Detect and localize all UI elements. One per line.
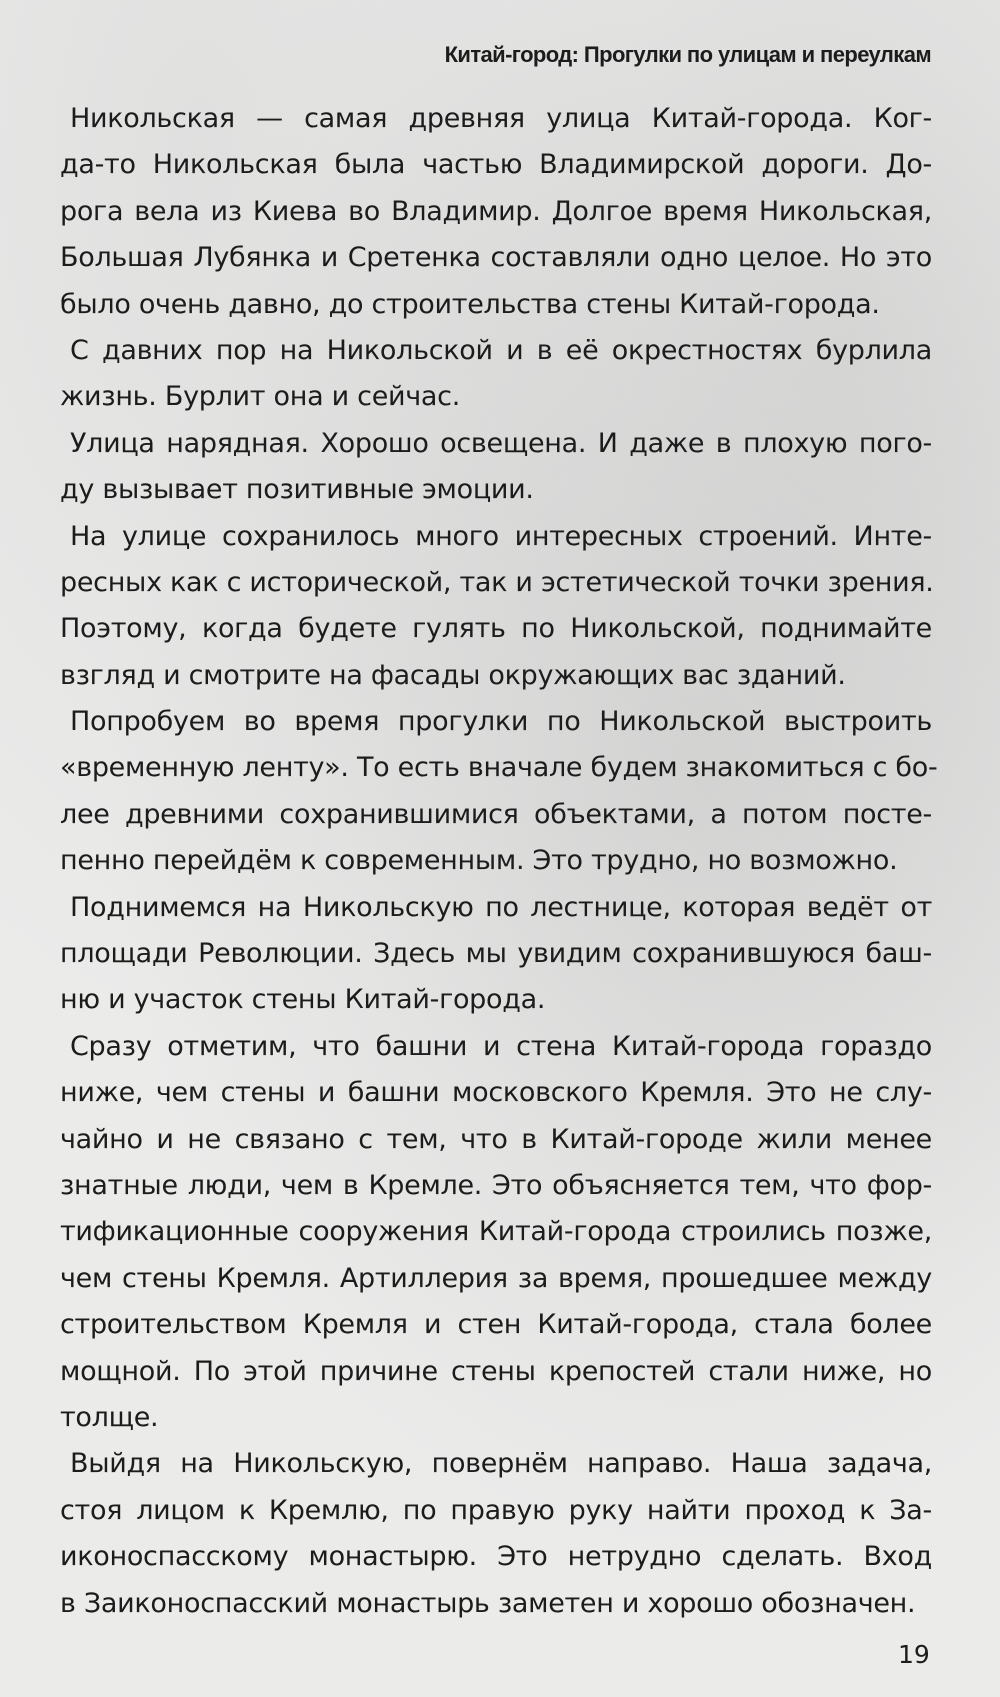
paragraph: [60, 1024, 932, 1442]
text-line: толще.: [60, 1401, 159, 1433]
text-line: чайно и не связано с тем, что в Китай-городе жили менее: [60, 1123, 932, 1155]
text-line: «временную ленту». То есть вначале будем знакомиться с бо-: [60, 752, 938, 784]
text-line: мощной. По этой причине стены крепостей стали ниже, но: [60, 1355, 932, 1387]
text-line: тификационные сооружения Китай-города строились позже,: [60, 1216, 932, 1248]
text-line: Выйдя на Никольскую, повернём направо. Наша задача,: [70, 1448, 932, 1480]
body-text: [60, 96, 938, 1627]
text-line: Сразу отметим, что башни и стена Китай-города гораздо: [70, 1030, 932, 1062]
paragraph: [60, 699, 938, 885]
text-line: ресных как с исторической, так и эстетической точки зрения.: [60, 566, 934, 598]
text-line: рога вела из Киева во Владимир. Долгое время Никольская,: [60, 195, 932, 227]
paragraph: [60, 96, 932, 328]
text-line: Никольская — самая древняя улица Китай-города. Ког-: [70, 103, 932, 134]
text-line: ду вызывает позитивные эмоции.: [60, 474, 534, 506]
text-line: Улица нарядная. Хорошо освещена. И даже в плохую пого-: [70, 427, 932, 459]
paragraph: [60, 1441, 932, 1627]
text-line: чем стены Кремля. Артиллерия за время, прошедшее между: [60, 1262, 932, 1294]
text-line: С давних пор на Никольской и в её окрестностях бурлила: [70, 334, 932, 366]
text-line: Поэтому, когда будете гулять по Никольской, поднимайте: [60, 613, 932, 645]
text-line: ниже, чем стены и башни московского Кремля. Это не слу-: [60, 1077, 932, 1109]
running-header: Китай-город: Прогулки по улицам и переулкам: [444, 42, 931, 67]
text-line: ню и участок стены Китай-города.: [60, 984, 546, 1016]
text-line: строительством Кремля и стен Китай-города, стала более: [60, 1309, 932, 1341]
text-line: На улице сохранилось много интересных строений. Инте-: [70, 520, 932, 552]
paragraph: [60, 885, 932, 1024]
text-line: лее древними сохранившимися объектами, а потом посте-: [60, 798, 932, 830]
text-line: пенно перейдём к современным. Это трудно, но возможно.: [60, 845, 898, 877]
paragraph: [60, 514, 932, 700]
text-line: Попробуем во время прогулки по Никольской выстроить: [70, 706, 932, 738]
text-line: площади Революции. Здесь мы увидим сохранившуюся баш-: [60, 938, 932, 970]
text-line: жизнь. Бурлит она и сейчас.: [60, 381, 460, 413]
text-line: Большая Лубянка и Сретенка составляли одно целое. Но это: [60, 242, 932, 274]
paragraph: [60, 421, 932, 514]
text-line: было очень давно, до строительства стены Китай-города.: [60, 288, 880, 320]
paragraph: [60, 328, 932, 421]
text-line: иконоспасскому монастырю. Это нетрудно сделать. Вход: [60, 1541, 932, 1573]
text-line: Поднимемся на Никольскую по лестнице, которая ведёт от: [70, 891, 932, 923]
page-number: 19: [898, 1640, 930, 1669]
text-line: знатные люди, чем в Кремле. Это объясняется тем, что фор-: [60, 1169, 932, 1201]
text-line: взгляд и смотрите на фасады окружающих вас зданий.: [60, 659, 846, 691]
text-line: в Заиконоспасский монастырь заметен и хорошо обозначен.: [60, 1587, 916, 1619]
text-line: стоя лицом к Кремлю, по правую руку найти проход к За-: [60, 1494, 932, 1526]
text-line: да-то Никольская была частью Владимирской дороги. До-: [60, 149, 932, 181]
